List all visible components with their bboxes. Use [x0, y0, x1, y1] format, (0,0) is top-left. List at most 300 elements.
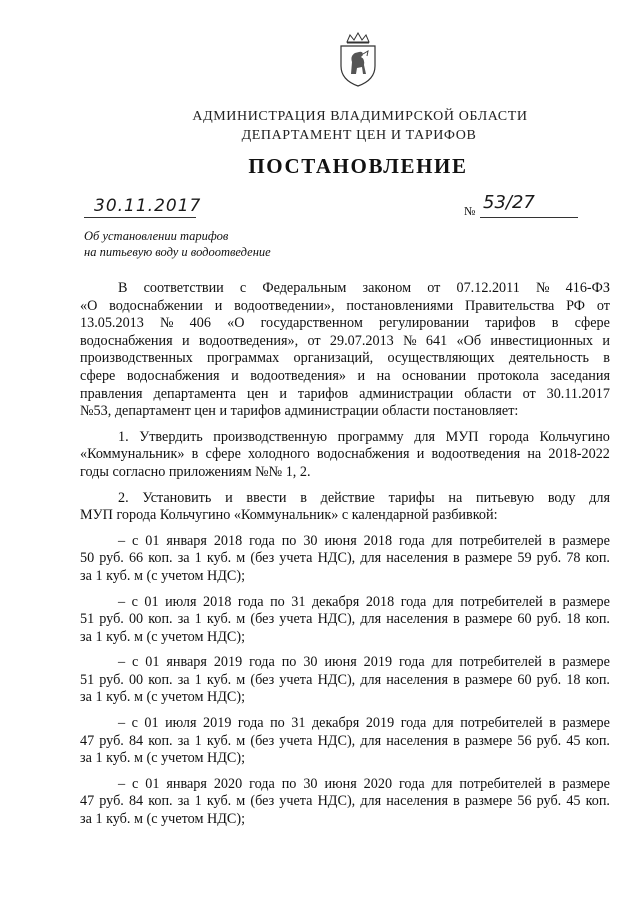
word: законом [362, 280, 412, 296]
word: 2. [118, 489, 129, 506]
word: учета [279, 550, 313, 567]
word: 66 [128, 550, 144, 567]
word: куб. [206, 793, 232, 810]
word: года [237, 593, 264, 610]
word: населения [386, 611, 448, 628]
word: в [603, 350, 610, 367]
date-underline [84, 217, 196, 218]
word: РФ [566, 297, 586, 314]
word: (без [250, 732, 275, 749]
word: 01 [145, 775, 160, 792]
word: правления [80, 385, 143, 402]
word: коп. [148, 611, 173, 628]
word: 13.05.2013 [80, 315, 144, 332]
subject-line: на питьевую воду и водоотведение [84, 245, 271, 259]
word: 45 [566, 732, 581, 749]
word: руб. [99, 732, 124, 749]
word: коп. [148, 732, 173, 749]
word: – [118, 715, 126, 732]
word: руб. [536, 550, 562, 567]
word: в [453, 550, 460, 567]
word: МУП [445, 428, 479, 445]
number-sign: № [464, 204, 476, 218]
text-line [80, 776, 610, 794]
word: января [166, 654, 207, 671]
word: тарифов [485, 315, 536, 332]
word: 30.11.2017 [546, 385, 610, 402]
word: НДС), [317, 793, 356, 810]
word: питьевую [476, 489, 535, 506]
word: «Коммунальник» [80, 446, 185, 463]
word: НДС), [317, 671, 356, 688]
word: населения [386, 550, 448, 567]
word: протокола [477, 367, 539, 384]
word: 2018 [365, 593, 395, 610]
word: 1 [194, 671, 202, 688]
text-line [80, 672, 610, 690]
word: «О [80, 297, 98, 314]
word: сфере [205, 446, 241, 463]
word: 00 [128, 671, 144, 688]
word: государственном [260, 315, 363, 332]
word: и [231, 367, 239, 384]
word: воду [547, 489, 576, 506]
word: м [236, 671, 246, 688]
word: куб. [206, 671, 232, 688]
word: от [596, 297, 610, 314]
word: водоотведения» [250, 367, 346, 384]
word: водоснабжении [109, 297, 203, 314]
subject-line: Об установлении тарифов [84, 229, 229, 243]
word: и [279, 385, 287, 402]
word: 51 [80, 611, 95, 628]
word: куб. [206, 732, 232, 749]
word: в [551, 315, 559, 332]
word: № [403, 332, 417, 349]
word: № [159, 315, 174, 332]
text-line [80, 350, 610, 368]
word: 01 [144, 593, 159, 610]
word: «Об [456, 332, 482, 349]
word: города [489, 428, 529, 445]
word: коп. [585, 732, 610, 749]
word: для [360, 550, 382, 567]
word: в [453, 611, 460, 628]
text-line [80, 811, 610, 829]
word: 00 [128, 611, 144, 628]
word: (без [250, 671, 275, 688]
word: осуществляющих [387, 350, 495, 367]
word: организаций, [293, 350, 374, 367]
word: Правительства [465, 297, 555, 314]
word: для [414, 428, 436, 445]
word: – [118, 532, 126, 549]
word: за [177, 793, 190, 810]
word: и [225, 489, 233, 506]
word: 47 [80, 793, 95, 810]
word: для [431, 775, 453, 792]
word: водоотведении», [234, 297, 335, 314]
word: 50 [80, 550, 95, 567]
word: года [400, 593, 427, 610]
word: 406 [189, 315, 211, 332]
word: июня [324, 775, 357, 792]
document-date: 30.11.2017 [94, 196, 202, 216]
word: 30 [303, 532, 318, 549]
paragraph [80, 490, 610, 525]
word: 2019 [203, 715, 232, 732]
text-line [80, 654, 610, 672]
word: за [177, 611, 190, 628]
word: Федеральным [262, 280, 347, 296]
word: 30 [303, 775, 318, 792]
word: куб. [206, 611, 232, 628]
word: для [360, 611, 382, 628]
word: населения [386, 732, 448, 749]
word: и [416, 446, 425, 463]
word: 2020 [213, 775, 243, 792]
word: 84 [128, 732, 144, 749]
document-number: 53/27 [483, 192, 535, 213]
word: июля [165, 715, 197, 732]
word: области [464, 385, 512, 402]
word: 2018-2022 [548, 446, 610, 463]
word: размере [464, 550, 513, 567]
word: руб. [536, 793, 562, 810]
text-line [80, 386, 610, 404]
word: 2019 [213, 654, 243, 671]
word: в [453, 793, 460, 810]
text-line [80, 280, 610, 298]
word: для [432, 715, 454, 732]
word: для [431, 532, 453, 549]
word: для [432, 593, 454, 610]
word: коп. [148, 671, 173, 688]
word: 51 [80, 671, 95, 688]
word: за 1 куб. м (с учетом НДС); [80, 689, 246, 706]
word: за [177, 671, 190, 688]
text-line [80, 733, 610, 751]
word: 1. [118, 428, 129, 445]
word: (без [250, 611, 275, 628]
word: размере [464, 671, 513, 688]
word: коп. [148, 550, 173, 567]
word: от [427, 280, 441, 296]
word: от [522, 385, 536, 402]
word: основании [402, 367, 467, 384]
word: холодного [248, 446, 310, 463]
word: – [118, 775, 126, 792]
text-line [80, 533, 610, 551]
word: в [548, 775, 556, 792]
paragraph [80, 654, 610, 707]
word: года [249, 654, 275, 671]
word: 59 [517, 550, 532, 567]
word: 60 [517, 671, 532, 688]
text-line [80, 629, 610, 647]
word: по [281, 654, 297, 671]
paragraph [80, 776, 610, 829]
word: постановлениями [346, 297, 454, 314]
word: на [448, 489, 463, 506]
word: 1 [194, 793, 202, 810]
text-line [80, 507, 610, 525]
text-line [80, 490, 610, 508]
word: года [398, 532, 425, 549]
word: руб. [99, 793, 124, 810]
word: года [400, 715, 427, 732]
word: В [118, 280, 128, 296]
word: 31 [291, 593, 306, 610]
word: НДС), [317, 550, 356, 567]
word: с [239, 280, 247, 296]
paragraph [80, 594, 610, 647]
word: коп. [585, 671, 610, 688]
word: 2020 [363, 775, 393, 792]
word: цен [246, 385, 269, 402]
word: в [548, 654, 556, 671]
text-line [80, 315, 610, 333]
word: заседания [550, 367, 610, 384]
word: водоотведения», [198, 332, 299, 349]
word: 78 [566, 550, 581, 567]
word: (без [250, 793, 275, 810]
word: 56 [517, 793, 532, 810]
number-underline [480, 217, 578, 218]
word: НДС), [317, 732, 356, 749]
word: июля [165, 593, 197, 610]
word: сфере [80, 367, 116, 384]
word: 29.07.2013 [329, 332, 394, 349]
word: размере [562, 715, 610, 732]
word: годы согласно приложениям №№ 1, 2. [80, 463, 311, 480]
word: руб. [536, 671, 562, 688]
word: 18 [566, 671, 581, 688]
word: (без [250, 550, 275, 567]
text-line [80, 446, 610, 464]
text-line [80, 333, 610, 351]
word: программах [206, 350, 280, 367]
word: в [300, 489, 307, 506]
word: и [214, 297, 223, 314]
paragraph [80, 429, 610, 482]
text-line [80, 594, 610, 612]
word: учета [279, 671, 313, 688]
word: руб. [99, 671, 124, 688]
word: 416-ФЗ [565, 280, 610, 296]
department-name: ДЕПАРТАМЕНТ ЦЕН И ТАРИФОВ [241, 128, 477, 143]
word: коп. [585, 550, 610, 567]
word: за 1 куб. м (с учетом НДС); [80, 750, 246, 767]
word: 01 [145, 532, 160, 549]
word: коп. [148, 793, 173, 810]
word: в [549, 593, 556, 610]
word: с [131, 593, 138, 610]
word: коп. [585, 611, 610, 628]
word: размере [562, 654, 610, 671]
word: за [177, 732, 190, 749]
text-line [80, 689, 610, 707]
word: 84 [128, 793, 144, 810]
word: 18 [566, 611, 581, 628]
word: размере [562, 532, 610, 549]
word: водоснабжения [126, 367, 220, 384]
paragraph [80, 280, 610, 421]
document-title: ПОСТАНОВЛЕНИЕ [248, 154, 468, 178]
text-line [80, 550, 610, 568]
word: июня [324, 532, 357, 549]
word: сфере [574, 315, 610, 332]
word: коп. [585, 793, 610, 810]
word: 56 [517, 732, 532, 749]
word: с [132, 532, 139, 549]
word: для [360, 671, 382, 688]
word: – [118, 593, 126, 610]
word: регулировании [378, 315, 470, 332]
word: января [166, 532, 207, 549]
word: водоснабжения [80, 332, 173, 349]
word: для [360, 732, 382, 749]
word: 30 [303, 654, 318, 671]
word: с [132, 654, 139, 671]
word: действие [320, 489, 375, 506]
word: года [237, 715, 264, 732]
word: и [602, 332, 610, 349]
word: 45 [566, 793, 581, 810]
word: производственную [213, 428, 328, 445]
word: года [249, 775, 275, 792]
text-line [80, 611, 610, 629]
word: для [360, 793, 382, 810]
word: с [132, 775, 139, 792]
word: размере [562, 593, 610, 610]
word: куб. [206, 550, 232, 567]
word: 2018 [363, 532, 393, 549]
word: размере [464, 611, 513, 628]
word: №53, департамент цен и тарифов администрации области постановляет: [80, 403, 519, 420]
text-line [80, 368, 610, 386]
word: в [549, 715, 556, 732]
word: за 1 куб. м (с учетом НДС); [80, 567, 246, 584]
word: Установить [142, 489, 212, 506]
word: 47 [80, 732, 95, 749]
word: программу [337, 428, 404, 445]
word: потребителей [459, 654, 542, 671]
word: в [453, 671, 460, 688]
text-line [80, 750, 610, 768]
word: 2019 [365, 715, 395, 732]
word: потребителей [460, 593, 543, 610]
organization-name: АДМИНИСТРАЦИЯ ВЛАДИМИРСКОЙ ОБЛАСТИ [192, 109, 528, 124]
word: и [357, 367, 366, 384]
word: м [236, 793, 246, 810]
word: инвестиционных [490, 332, 594, 349]
word: учета [279, 732, 313, 749]
word: 60 [517, 611, 532, 628]
word: 01 [145, 654, 160, 671]
word: Кольчугино [539, 428, 610, 445]
word: водоснабжения [316, 446, 410, 463]
text-line [80, 429, 610, 447]
word: администрации [359, 385, 454, 402]
word: руб. [536, 732, 562, 749]
word: для [431, 654, 453, 671]
word: и [181, 332, 190, 349]
word: ввести [246, 489, 287, 506]
word: 1 [194, 732, 202, 749]
document-subject [84, 228, 271, 260]
word: м [236, 611, 246, 628]
word: в [453, 732, 460, 749]
word: производственных [80, 350, 193, 367]
text-line [80, 403, 610, 421]
word: с [131, 715, 138, 732]
word: 07.12.2011 [456, 280, 520, 296]
word: потребителей [460, 715, 543, 732]
word: на [527, 446, 542, 463]
word: потребителей [459, 775, 542, 792]
word: МУП города Кольчугино «Коммунальник» с календарной разбивкой: [80, 507, 498, 524]
word: м [236, 732, 246, 749]
word: 2018 [213, 532, 243, 549]
word: м [236, 550, 246, 567]
word: 2018 [203, 593, 232, 610]
word: января [166, 775, 207, 792]
word: № [535, 280, 550, 296]
text-line [80, 298, 610, 316]
word: для [589, 489, 610, 506]
word: за 1 куб. м (с учетом НДС); [80, 628, 246, 645]
word: деятельность [508, 350, 589, 367]
word: населения [386, 793, 448, 810]
coat-of-arms-icon [337, 32, 379, 88]
word: по [281, 532, 297, 549]
word: года [398, 654, 425, 671]
word: департамента [153, 385, 237, 402]
word: размере [464, 793, 513, 810]
word: года [249, 532, 275, 549]
word: 31 [291, 715, 306, 732]
word: руб. [99, 550, 124, 567]
paragraph [80, 533, 610, 586]
text-line [80, 793, 610, 811]
word: потребителей [459, 532, 542, 549]
word: руб. [99, 611, 124, 628]
word: 2019 [363, 654, 393, 671]
word: учета [279, 793, 313, 810]
word: в [548, 532, 556, 549]
word: по [270, 715, 285, 732]
word: в [191, 446, 199, 463]
word: Утвердить [139, 428, 203, 445]
word: по [281, 775, 297, 792]
paragraph [80, 715, 610, 768]
word: водоотведения [431, 446, 521, 463]
word: декабря [311, 593, 360, 610]
word: НДС), [317, 611, 356, 628]
word: 1 [194, 550, 202, 567]
word: года [398, 775, 425, 792]
word: за [177, 550, 190, 567]
word: от [307, 332, 321, 349]
word: учета [279, 611, 313, 628]
word: декабря [311, 715, 360, 732]
text-line [80, 568, 610, 586]
text-line [80, 715, 610, 733]
word: 01 [144, 715, 159, 732]
word: размере [464, 732, 513, 749]
word: – [118, 654, 126, 671]
